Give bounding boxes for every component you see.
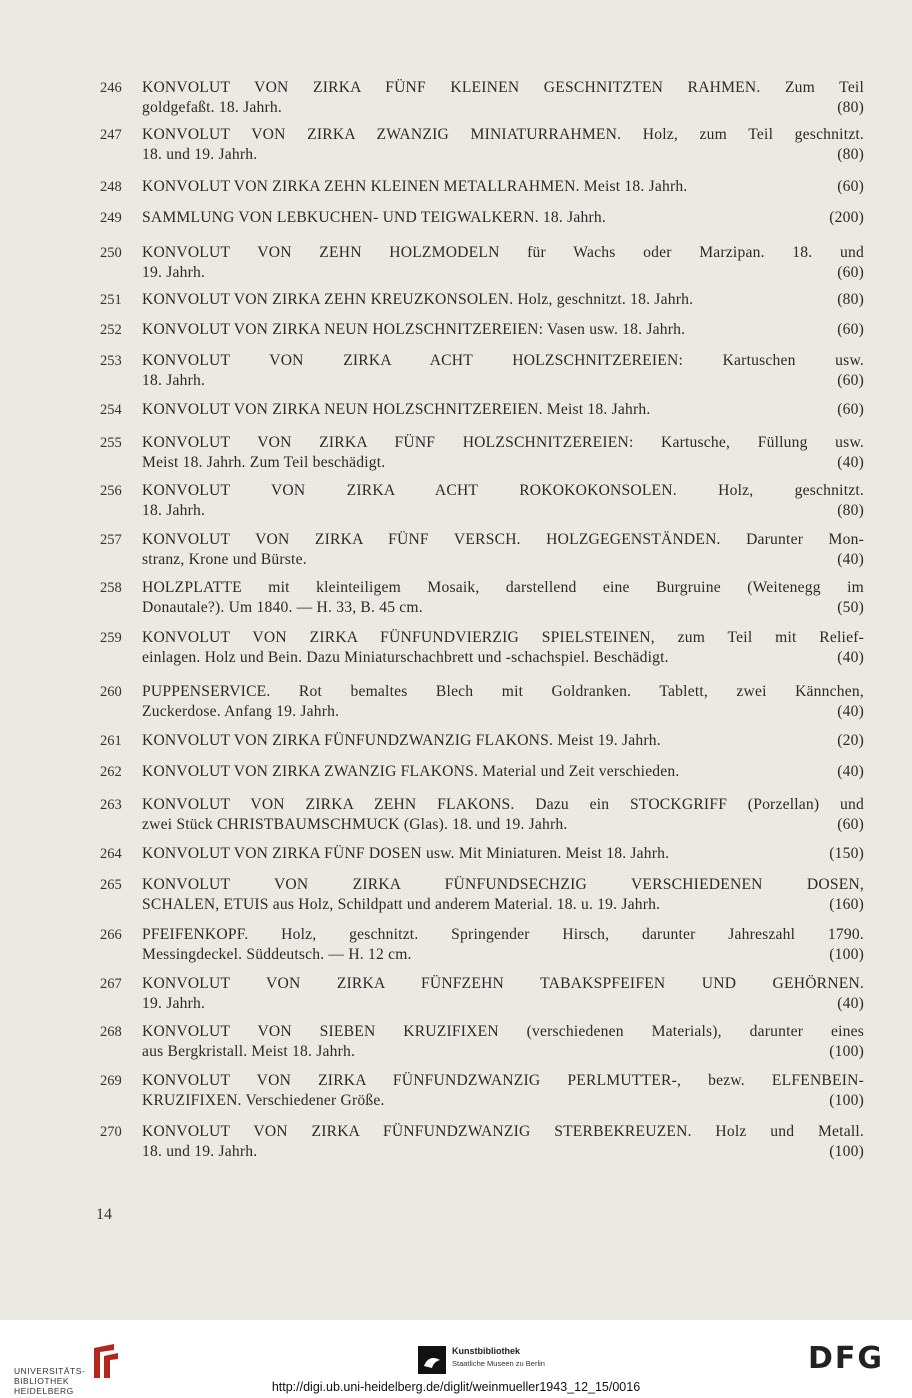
entry-price: (40) xyxy=(837,649,864,666)
entry-text: KONVOLUT VON ZIRKA ZWANZIG FLAKONS. Material und Zeit verschieden. xyxy=(142,763,680,780)
entry-text: KONVOLUT VON SIEBEN KRUZIFIXEN (verschiedenen Materials), darunter eines xyxy=(142,1023,864,1040)
kunstbibliothek-subtitle: Staatliche Museen zu Berlin xyxy=(452,1359,545,1368)
entry-text: KONVOLUT VON ZEHN HOLZMODELN für Wachs oder Marzipan. 18. und xyxy=(142,244,864,261)
entry-text-continued: einlagen. Holz und Bein. Dazu Miniaturschachbrett und -schachspiel. Beschädigt. xyxy=(142,649,669,666)
entry-price: (60) xyxy=(837,178,864,195)
entry-number: 246 xyxy=(100,80,122,96)
entry-line-2 xyxy=(142,263,864,283)
page-number: 14 xyxy=(96,1206,112,1223)
entry-line-1 xyxy=(142,795,864,815)
entry-line-1 xyxy=(142,208,864,228)
entry-text-continued: 18. Jahrh. xyxy=(142,502,206,519)
entry-text-continued: aus Bergkristall. Meist 18. Jahrh. xyxy=(142,1043,356,1060)
kunstbibliothek-title: Kunstbibliothek xyxy=(452,1346,520,1356)
entry-number: 270 xyxy=(100,1124,122,1140)
entry-price: (80) xyxy=(837,99,864,116)
entry-line-2 xyxy=(142,1042,864,1062)
entry-price: (100) xyxy=(829,1043,864,1060)
entry-line-2 xyxy=(142,145,864,165)
entry-text: KONVOLUT VON ZIRKA ZEHN FLAKONS. Dazu ein STOCKGRIFF (Porzellan) und xyxy=(142,796,864,813)
entry-text-continued: KRUZIFIXEN. Verschiedener Größe. xyxy=(142,1092,385,1109)
entry-text-continued: 18. und 19. Jahrh. xyxy=(142,1143,258,1160)
entry-text-continued: Zuckerdose. Anfang 19. Jahrh. xyxy=(142,703,340,720)
dfg-logo[interactable]: DFG xyxy=(808,1341,885,1376)
entry-line-2 xyxy=(142,945,864,965)
entry-text-continued: 19. Jahrh. xyxy=(142,264,206,281)
entry-number: 258 xyxy=(100,580,122,596)
entry-text: KONVOLUT VON ZIRKA FÜNF HOLZSCHNITZEREIEN: Kartusche, Füllung usw. xyxy=(142,434,864,451)
entry-text-continued: 19. Jahrh. xyxy=(142,995,206,1012)
entry-text: KONVOLUT VON ZIRKA FÜNFZEHN TABAKSPFEIFEN UND GEHÖRNEN. xyxy=(142,975,864,992)
ub-line-2: BIBLIOTHEK xyxy=(14,1376,70,1386)
entry-line-2 xyxy=(142,1091,864,1111)
entry-line-1 xyxy=(142,731,864,751)
entry-price: (40) xyxy=(837,551,864,568)
entry-number: 261 xyxy=(100,733,122,749)
entry-number: 266 xyxy=(100,927,122,943)
entry-line-1 xyxy=(142,844,864,864)
entry-text: KONVOLUT VON ZIRKA ZEHN KREUZKONSOLEN. Holz, geschnitzt. 18. Jahrh. xyxy=(142,291,694,308)
entry-line-1 xyxy=(142,125,864,145)
entry-text: PUPPENSERVICE. Rot bemaltes Blech mit Goldranken. Tablett, zwei Kännchen, xyxy=(142,683,864,700)
entry-text: KONVOLUT VON ZIRKA ZEHN KLEINEN METALLRAHMEN. Meist 18. Jahrh. xyxy=(142,178,688,195)
entry-text-continued: Donautale?). Um 1840. — H. 33, B. 45 cm. xyxy=(142,599,423,616)
entry-line-2 xyxy=(142,815,864,835)
entry-line-1 xyxy=(142,1122,864,1142)
ub-line-1: UNIVERSITÄTS- xyxy=(14,1366,86,1376)
kunstbibliothek-logo[interactable] xyxy=(418,1342,618,1378)
entry-price: (20) xyxy=(837,732,864,749)
entry-line-1 xyxy=(142,177,864,197)
entry-line-2 xyxy=(142,994,864,1014)
entry-number: 249 xyxy=(100,210,122,226)
entry-number: 253 xyxy=(100,353,122,369)
entry-price: (60) xyxy=(837,816,864,833)
entry-line-1 xyxy=(142,628,864,648)
entry-line-2 xyxy=(142,98,864,118)
entry-number: 264 xyxy=(100,846,122,862)
entry-line-2 xyxy=(142,550,864,570)
entry-text: KONVOLUT VON ZIRKA FÜNFUNDZWANZIG STERBEKREUZEN. Holz und Metall. xyxy=(142,1123,864,1140)
entry-text: KONVOLUT VON ZIRKA FÜNFUNDSECHZIG VERSCHIEDENEN DOSEN, xyxy=(142,876,864,893)
entry-number: 268 xyxy=(100,1024,122,1040)
entry-price: (40) xyxy=(837,763,864,780)
entry-line-1 xyxy=(142,762,864,782)
viewer-footer xyxy=(0,1320,912,1398)
entry-number: 252 xyxy=(100,322,122,338)
entry-line-2 xyxy=(142,648,864,668)
entry-text-continued: goldgefaßt. 18. Jahrh. xyxy=(142,99,282,116)
entry-text-continued: 18. und 19. Jahrh. xyxy=(142,146,258,163)
entry-price: (40) xyxy=(837,995,864,1012)
entry-text-continued: zwei Stück CHRISTBAUMSCHMUCK (Glas). 18. und 19. Jahrh. xyxy=(142,816,568,833)
entry-number: 255 xyxy=(100,435,122,451)
entry-text: KONVOLUT VON ZIRKA FÜNFUNDZWANZIG FLAKONS. Meist 19. Jahrh. xyxy=(142,732,661,749)
entry-price: (60) xyxy=(837,372,864,389)
entry-number: 265 xyxy=(100,877,122,893)
entry-line-1 xyxy=(142,243,864,263)
entry-number: 248 xyxy=(100,179,122,195)
entry-line-1 xyxy=(142,974,864,994)
entry-price: (80) xyxy=(837,502,864,519)
entry-text: KONVOLUT VON ZIRKA FÜNF KLEINEN GESCHNITZTEN RAHMEN. Zum Teil xyxy=(142,79,864,96)
entry-text: KONVOLUT VON ZIRKA NEUN HOLZSCHNITZEREIEN: Vasen usw. 18. Jahrh. xyxy=(142,321,686,338)
entry-text: KONVOLUT VON ZIRKA ACHT ROKOKOKONSOLEN. Holz, geschnitzt. xyxy=(142,482,864,499)
entry-price: (100) xyxy=(829,1143,864,1160)
entry-line-1 xyxy=(142,400,864,420)
permalink-url[interactable]: http://digi.ub.uni-heidelberg.de/diglit/weinmueller1943_12_15/0016 xyxy=(271,1380,641,1394)
entry-line-1 xyxy=(142,290,864,310)
entry-line-1 xyxy=(142,481,864,501)
entry-text-continued: Messingdeckel. Süddeutsch. — H. 12 cm. xyxy=(142,946,412,963)
entry-price: (60) xyxy=(837,321,864,338)
entry-text: KONVOLUT VON ZIRKA FÜNF VERSCH. HOLZGEGENSTÄNDEN. Darunter Mon- xyxy=(142,531,864,548)
entry-text: KONVOLUT VON ZIRKA ZWANZIG MINIATURRAHMEN. Holz, zum Teil geschnitzt. xyxy=(142,126,864,143)
entry-text-continued: 18. Jahrh. xyxy=(142,372,206,389)
kunstbibliothek-icon xyxy=(418,1346,446,1374)
entry-price: (40) xyxy=(837,454,864,471)
entry-number: 251 xyxy=(100,292,122,308)
entry-text: KONVOLUT VON ZIRKA ACHT HOLZSCHNITZEREIEN: Kartuschen usw. xyxy=(142,352,864,369)
entry-text: KONVOLUT VON ZIRKA FÜNFUNDVIERZIG SPIELSTEINEN, zum Teil mit Relief- xyxy=(142,629,864,646)
entry-line-1 xyxy=(142,682,864,702)
entry-line-2 xyxy=(142,453,864,473)
entry-number: 254 xyxy=(100,402,122,418)
entry-number: 260 xyxy=(100,684,122,700)
entry-line-2 xyxy=(142,501,864,521)
ub-line-3: HEIDELBERG xyxy=(14,1386,74,1396)
entry-price: (50) xyxy=(837,599,864,616)
entry-text: PFEIFENKOPF. Holz, geschnitzt. Springender Hirsch, darunter Jahreszahl 1790. xyxy=(142,926,864,943)
entry-price: (100) xyxy=(829,946,864,963)
entry-number: 259 xyxy=(100,630,122,646)
entry-text-continued: Meist 18. Jahrh. Zum Teil beschädigt. xyxy=(142,454,386,471)
entry-price: (80) xyxy=(837,146,864,163)
entry-price: (40) xyxy=(837,703,864,720)
entry-text: SAMMLUNG VON LEBKUCHEN- UND TEIGWALKERN. 18. Jahrh. xyxy=(142,209,606,226)
entry-line-2 xyxy=(142,1142,864,1162)
entry-number: 267 xyxy=(100,976,122,992)
entry-price: (60) xyxy=(837,401,864,418)
entry-line-1 xyxy=(142,1071,864,1091)
entry-line-1 xyxy=(142,78,864,98)
entry-text: KONVOLUT VON ZIRKA FÜNF DOSEN usw. Mit Miniaturen. Meist 18. Jahrh. xyxy=(142,845,670,862)
entry-text: KONVOLUT VON ZIRKA NEUN HOLZSCHNITZEREIEN. Meist 18. Jahrh. xyxy=(142,401,651,418)
entry-price: (60) xyxy=(837,264,864,281)
entry-line-1 xyxy=(142,925,864,945)
entry-line-2 xyxy=(142,371,864,391)
entry-line-2 xyxy=(142,702,864,722)
entry-number: 269 xyxy=(100,1073,122,1089)
entry-price: (160) xyxy=(829,896,864,913)
entry-line-1 xyxy=(142,1022,864,1042)
entry-price: (150) xyxy=(829,845,864,862)
entry-line-2 xyxy=(142,598,864,618)
entry-line-1 xyxy=(142,530,864,550)
entry-line-1 xyxy=(142,875,864,895)
entry-price: (80) xyxy=(837,291,864,308)
entry-price: (200) xyxy=(829,209,864,226)
entry-number: 250 xyxy=(100,245,122,261)
entry-line-1 xyxy=(142,351,864,371)
entry-line-2 xyxy=(142,895,864,915)
entry-number: 263 xyxy=(100,797,122,813)
entry-text: KONVOLUT VON ZIRKA FÜNFUNDZWANZIG PERLMUTTER-, bezw. ELFENBEIN- xyxy=(142,1072,864,1089)
entry-text-continued: SCHALEN, ETUIS aus Holz, Schildpatt und anderem Material. 18. u. 19. Jahrh. xyxy=(142,896,661,913)
entry-line-1 xyxy=(142,320,864,340)
entry-text-continued: stranz, Krone und Bürste. xyxy=(142,551,307,568)
entry-price: (100) xyxy=(829,1092,864,1109)
entry-number: 257 xyxy=(100,532,122,548)
entry-line-1 xyxy=(142,433,864,453)
entry-line-1 xyxy=(142,578,864,598)
university-library-logo[interactable] xyxy=(14,1340,134,1396)
entry-number: 247 xyxy=(100,127,122,143)
entry-number: 262 xyxy=(100,764,122,780)
ub-emblem-icon xyxy=(80,1340,126,1384)
entry-text: HOLZPLATTE mit kleinteiligem Mosaik, darstellend eine Burgruine (Weitenegg im xyxy=(142,579,864,596)
entry-number: 256 xyxy=(100,483,122,499)
